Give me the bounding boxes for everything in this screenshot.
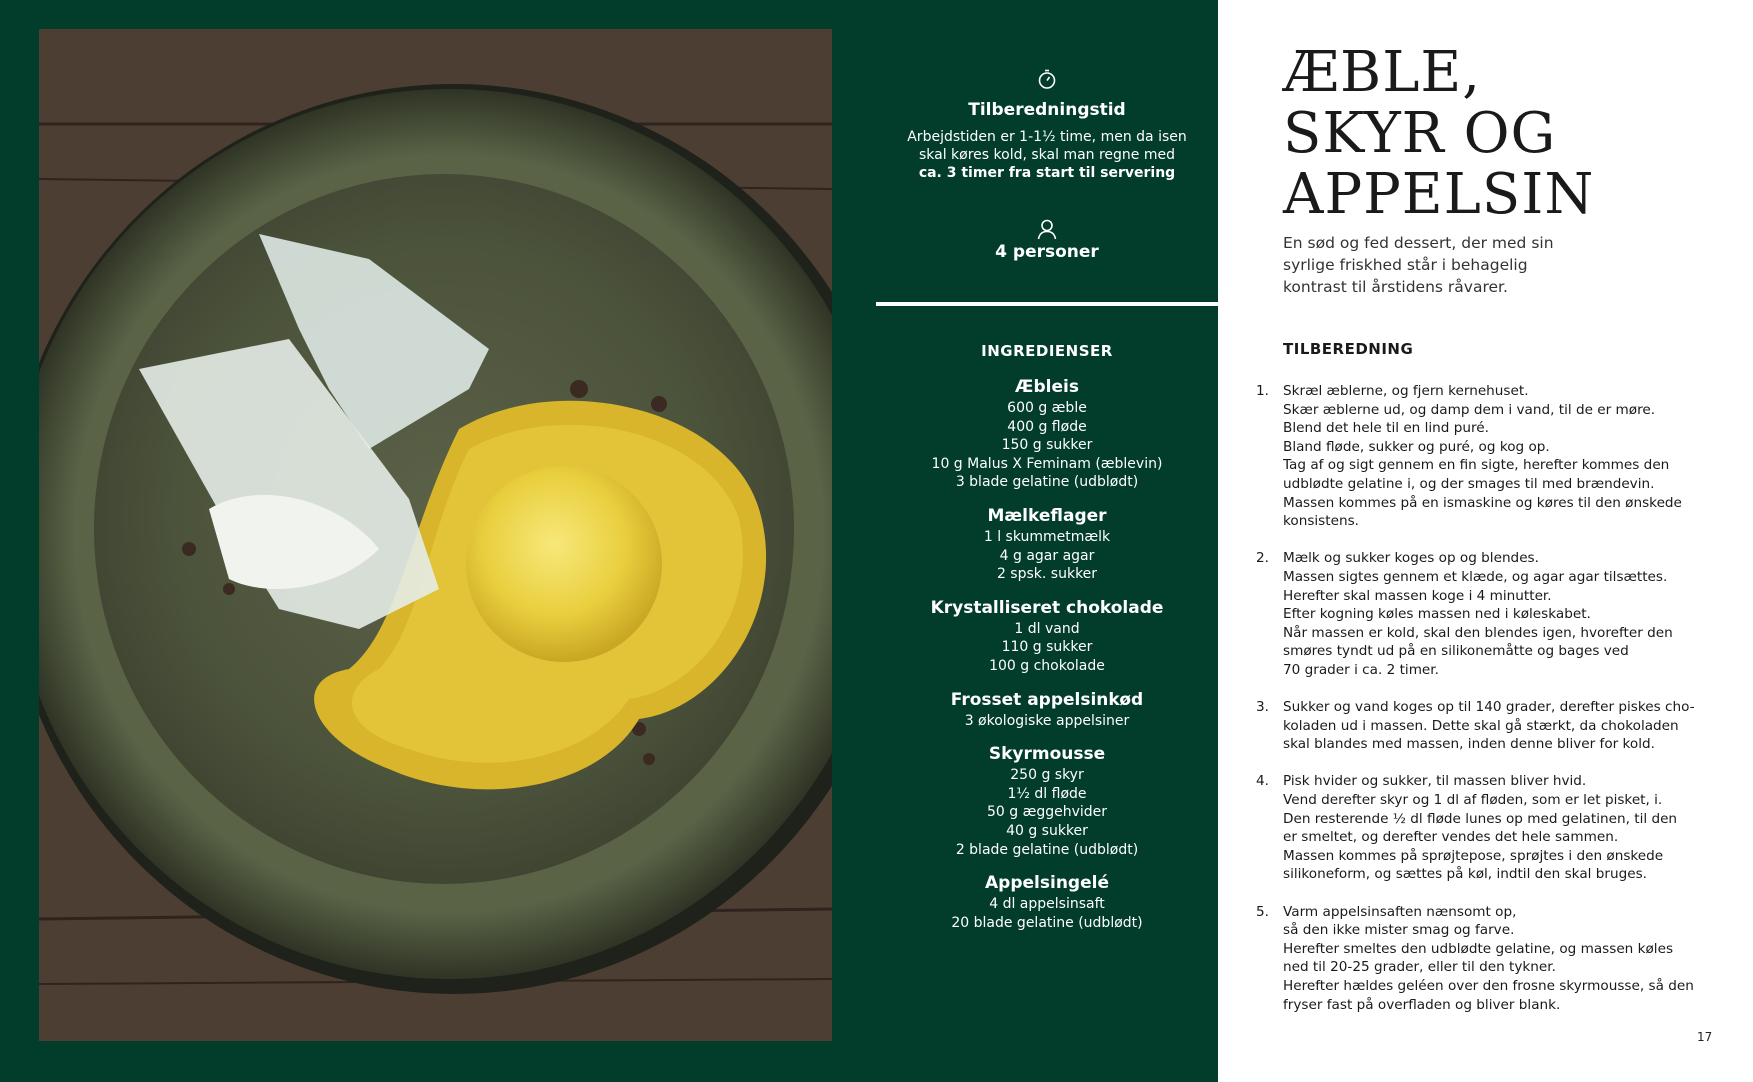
step-text-line: fryser fast på overfladen og bliver blank. xyxy=(1283,996,1561,1013)
step-text-line: Bland fløde, sukker og puré, og kog op. xyxy=(1283,438,1550,455)
ingredient-item: 40 g sukker xyxy=(1006,822,1088,839)
ingredient-item: 600 g æble xyxy=(1007,400,1087,416)
step-text-line: Herefter hældes geléen over den frosne skyrmousse, så den xyxy=(1283,978,1694,994)
step-number: 4. xyxy=(1256,773,1269,790)
step-number: 1. xyxy=(1256,383,1269,399)
ingredient-item: 4 g agar agar xyxy=(999,547,1095,564)
ingredient-group xyxy=(876,596,1218,676)
ingredient-item: 110 g sukker xyxy=(1001,639,1093,656)
ingredient-item: 4 dl appelsinsaft xyxy=(989,896,1105,913)
step-text-line: skal blandes med massen, inden denne bliver for kold. xyxy=(1283,736,1655,753)
ingredients-list xyxy=(876,340,1218,944)
step-text-line: Vend derefter skyr og 1 dl af fløden, som er let pisket, i. xyxy=(1283,792,1663,809)
step-item xyxy=(1256,698,1706,754)
ingredient-item: 100 g chokolade xyxy=(989,657,1105,674)
step-item xyxy=(1256,382,1706,531)
ingredient-group xyxy=(876,375,1218,492)
step-item xyxy=(1256,549,1706,679)
step-text-line: smøres tyndt ud på en silikonemåtte og bages ved xyxy=(1283,643,1629,660)
step-text-line: Massen kommes på sprøjtepose, sprøjtes i den ønskede xyxy=(1283,847,1664,864)
step-text-line: så den ikke mister smag og farve. xyxy=(1283,922,1515,939)
step-number: 3. xyxy=(1256,699,1269,716)
step-text-line: Den resterende ½ dl fløde lunes op med gelatinen, til den xyxy=(1283,810,1678,827)
prep-line-3: ca. 3 timer fra start til servering xyxy=(918,165,1176,181)
ingredient-item: 50 g æggehvider xyxy=(986,804,1108,821)
ingredient-item: 2 spsk. sukker xyxy=(996,566,1098,583)
ingredient-item: 10 g Malus X Feminam (æblevin) xyxy=(931,455,1163,472)
ingredient-groups xyxy=(876,375,1218,932)
ingredient-item: 3 blade gelatine (udblødt) xyxy=(955,474,1139,491)
ingredient-item: 1½ dl fløde xyxy=(1007,785,1087,802)
ingredient-item: 400 g fløde xyxy=(1007,418,1087,435)
title-line: APPELSIN xyxy=(1283,162,1595,227)
prep-line-1: Arbejdstiden er 1-1½ time, men da isen xyxy=(907,129,1187,145)
section-divider xyxy=(876,302,1218,306)
ingredient-item: 20 blade gelatine (udblødt) xyxy=(951,914,1143,931)
prep-line-2: skal køres kold, skal man regne med xyxy=(918,147,1176,163)
step-text-line: Efter kogning køles massen ned i køleskabet. xyxy=(1283,606,1591,623)
ingredient-item: 150 g sukker xyxy=(1001,437,1093,454)
step-text-line: Herefter skal massen koge i 4 minutter. xyxy=(1283,587,1552,604)
servings-label: 4 personer xyxy=(995,242,1099,262)
recipe-title xyxy=(1283,42,1723,225)
prep-text xyxy=(876,128,1218,182)
steps-title: TILBEREDNING xyxy=(1283,340,1414,358)
step-text-line: 70 grader i ca. 2 timer. xyxy=(1283,661,1439,678)
step-text-line: Massen sigtes gennem et klæde, og agar agar tilsættes. xyxy=(1283,568,1668,585)
ingredient-item: 3 økologiske appelsiner xyxy=(964,712,1130,729)
step-text-line: er smeltet, og derefter vendes det hele sammen. xyxy=(1283,829,1619,846)
step-text-line: udblødte gelatine i, og der smages til med brændevin. xyxy=(1283,475,1655,492)
title-line: SKYR OG xyxy=(1283,101,1557,166)
ingredient-group-title: Mælkeflager xyxy=(987,505,1107,526)
step-text-line: silikoneform, og sættes på køl, indtil den skal bruges. xyxy=(1283,866,1647,883)
step-text-line: Mælk og sukker koges op og blendes. xyxy=(1283,550,1539,567)
ingredient-group xyxy=(876,871,1218,932)
person-icon xyxy=(876,218,1218,240)
step-text-line: Massen kommes på en ismaskine og køres til den ønskede xyxy=(1283,494,1682,511)
steps-list xyxy=(1256,382,1706,1033)
ingredient-group-title: Krystalliseret chokolade xyxy=(930,597,1164,618)
step-text-line: Herefter smeltes den udblødte gelatine, og massen køles xyxy=(1283,940,1674,957)
ingredient-group xyxy=(876,742,1218,859)
stopwatch-icon xyxy=(876,68,1218,90)
step-text-line: Skær æblerne ud, og damp dem i vand, til de er møre. xyxy=(1283,401,1656,418)
subtitle-line: syrlige friskhed står i behagelig xyxy=(1283,256,1528,274)
step-number: 2. xyxy=(1256,550,1269,567)
step-item xyxy=(1256,903,1706,1015)
step-text-line: ned til 20-25 grader, eller til den tykner. xyxy=(1283,959,1556,976)
recipe-subtitle xyxy=(1283,232,1583,298)
ingredient-item: 1 dl vand xyxy=(1014,620,1080,637)
ingredient-group xyxy=(876,688,1218,731)
ingredient-item: 250 g skyr xyxy=(1010,767,1084,784)
step-text-line: konsistens. xyxy=(1283,513,1359,530)
step-text-line: koladen ud i massen. Dette skal gå stærkt, da chokoladen xyxy=(1283,717,1679,734)
step-number: 5. xyxy=(1256,903,1269,920)
subtitle-line: En sød og fed dessert, der med sin xyxy=(1283,234,1554,252)
step-text-line: Blend det hele til en lind puré. xyxy=(1283,420,1489,437)
prep-heading: Tilberedningstid xyxy=(968,100,1126,120)
ingredient-group-title: Skyrmousse xyxy=(988,744,1106,765)
dessert-photo xyxy=(39,29,832,1041)
step-text-line: Sukker og vand koges op til 140 grader, derefter piskes cho- xyxy=(1283,699,1695,716)
ingredient-group-title: Frosset appelsinkød xyxy=(950,689,1144,710)
page-number: 17 xyxy=(1697,1030,1713,1044)
ingredient-group xyxy=(876,504,1218,584)
ingredient-group-title: Appelsingelé xyxy=(985,873,1109,894)
step-text-line: Varm appelsinsaften nænsomt op, xyxy=(1283,903,1517,920)
title-line: ÆBLE, xyxy=(1283,40,1482,105)
step-text-line: Pisk hvider og sukker, til massen bliver hvid. xyxy=(1283,773,1587,790)
step-text-line: Når massen er kold, skal den blendes igen, hvorefter den xyxy=(1283,624,1673,641)
step-text-line: Skræl æblerne, og fjern kernehuset. xyxy=(1283,383,1529,399)
ingredient-item: 1 l skummetmælk xyxy=(983,528,1111,545)
step-item xyxy=(1256,772,1706,884)
ingredient-item: 2 blade gelatine (udblødt) xyxy=(955,841,1139,858)
step-text-line: Tag af og sigt gennem en fin sigte, herefter kommes den xyxy=(1283,457,1670,474)
ingredients-title: INGREDIENSER xyxy=(981,342,1113,360)
subtitle-line: kontrast til årstidens råvarer. xyxy=(1283,278,1508,296)
ingredient-group-title: Æbleis xyxy=(1015,377,1079,397)
